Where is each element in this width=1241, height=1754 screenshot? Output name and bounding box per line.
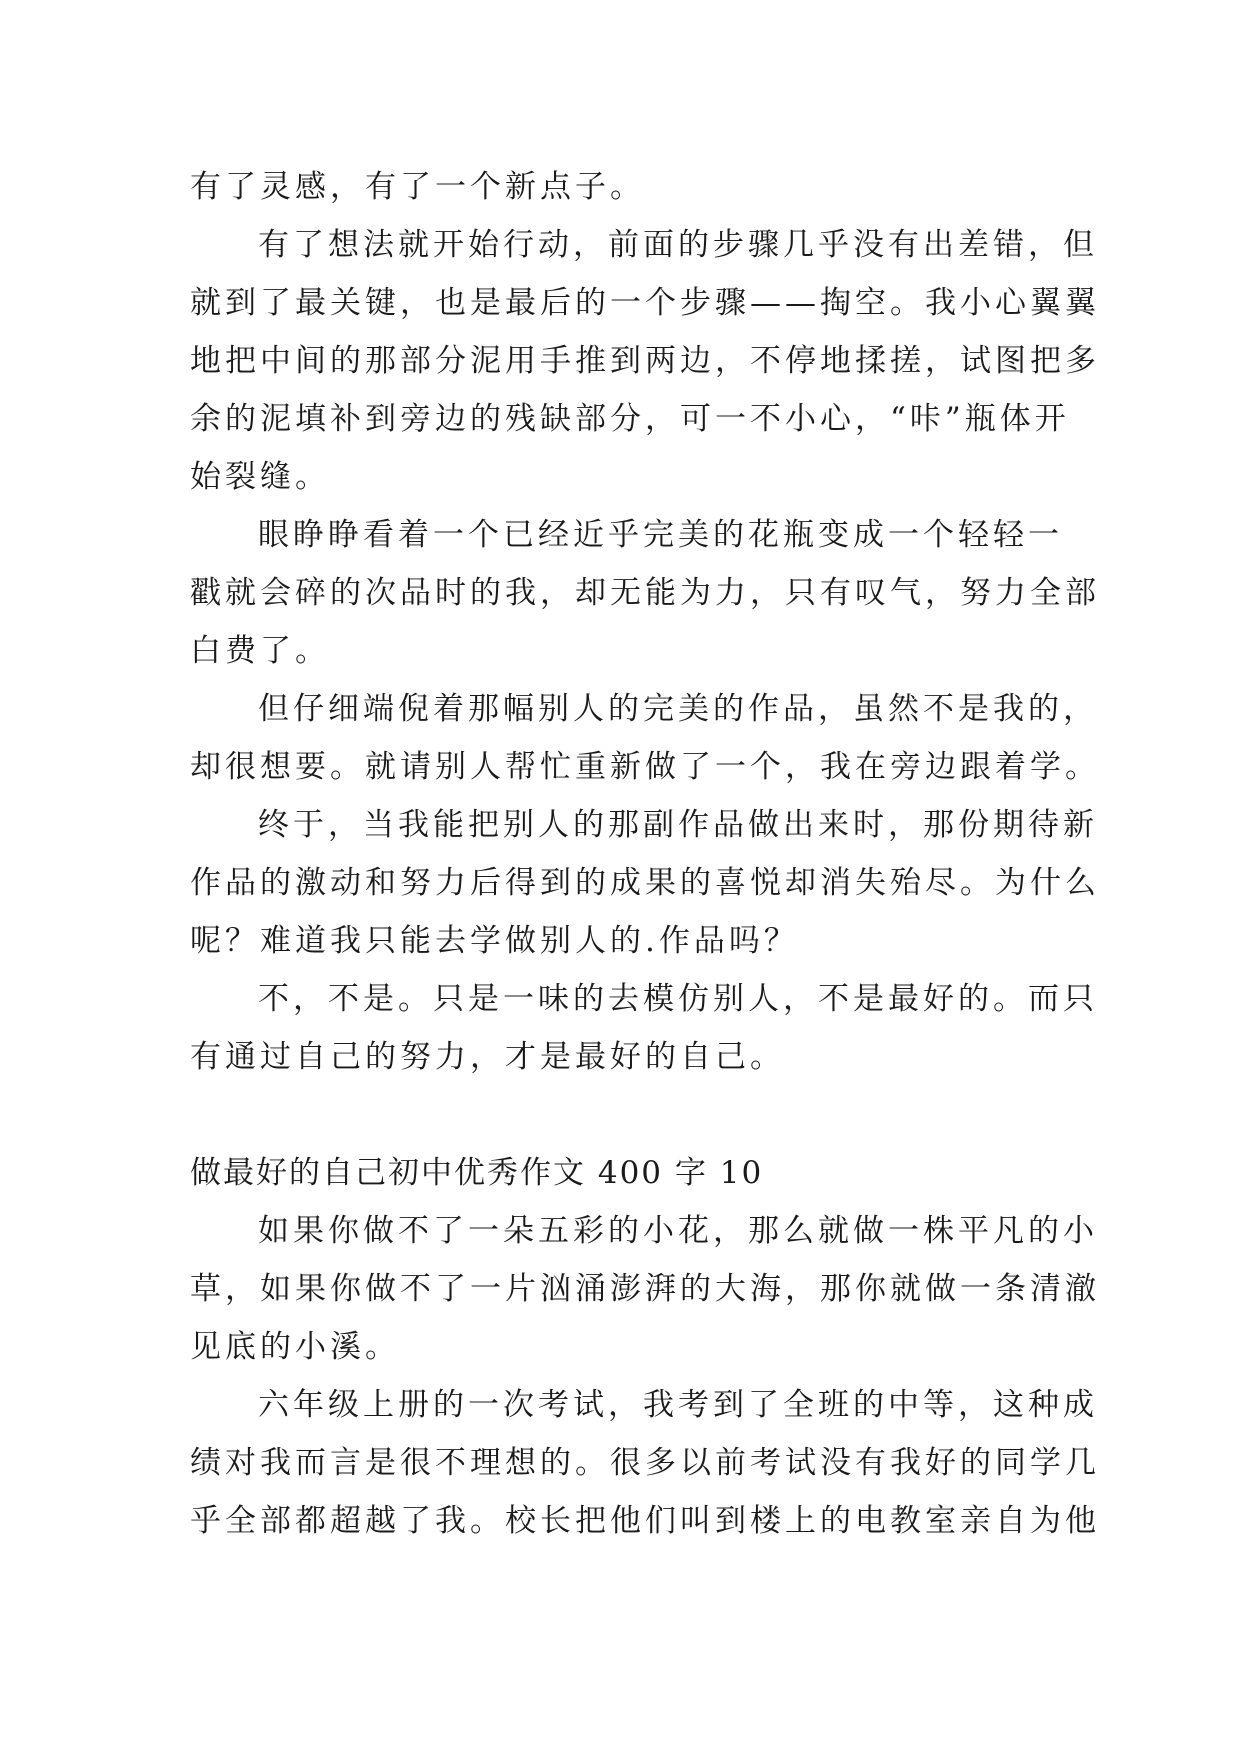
text-line: 有了想法就开始行动，前面的步骤几乎没有出差错，但 bbox=[258, 227, 1098, 263]
section-heading: 做最好的自己初中优秀作文 400 字 10 bbox=[190, 1155, 764, 1191]
text-line: 作品的激动和努力后得到的成果的喜悦却消失殆尽。为什么 bbox=[190, 865, 1100, 901]
paragraph-5 bbox=[190, 796, 1100, 970]
text-line: 却很想要。就请别人帮忙重新做了一个，我在旁边跟着学。 bbox=[190, 749, 1100, 785]
text-line: 如果你做不了一朵五彩的小花，那么就做一株平凡的小 bbox=[258, 1213, 1098, 1249]
text-line: 地把中间的那部分泥用手推到两边，不停地揉搓，试图把多 bbox=[190, 343, 1100, 379]
text-line: 但仔细端倪着那幅别人的完美的作品，虽然不是我的， bbox=[258, 691, 1098, 727]
text-line: 有通过自己的努力，才是最好的自己。 bbox=[190, 1039, 785, 1075]
paragraph-1 bbox=[190, 158, 1070, 216]
paragraph-4 bbox=[190, 680, 1100, 796]
text-line: 始裂缝。 bbox=[190, 459, 330, 495]
text-line: 不，不是。只是一味的去模仿别人，不是最好的。而只 bbox=[258, 981, 1098, 1017]
paragraph-3 bbox=[190, 506, 1100, 680]
text-line: 就到了最关键，也是最后的一个步骤——掏空。我小心翼翼 bbox=[190, 285, 1100, 321]
text-line: 草，如果你做不了一片汹涌澎湃的大海，那你就做一条清澈 bbox=[190, 1271, 1100, 1307]
paragraph-7 bbox=[190, 1202, 1100, 1376]
paragraph-8 bbox=[190, 1376, 1100, 1550]
text-line: 六年级上册的一次考试，我考到了全班的中等，这种成 bbox=[258, 1387, 1098, 1423]
text-line: 绩对我而言是很不理想的。很多以前考试没有我好的同学几 bbox=[190, 1445, 1100, 1481]
paragraph-2 bbox=[190, 216, 1100, 506]
paragraph-6 bbox=[190, 970, 1098, 1086]
text-line: 呢？难道我只能去学做别人的.作品吗？ bbox=[190, 923, 799, 959]
text-line: 眼睁睁看着一个已经近乎完美的花瓶变成一个轻轻一 bbox=[258, 517, 1063, 553]
section-gap bbox=[190, 1086, 1070, 1144]
text-line: 乎全部都超越了我。校长把他们叫到楼上的电教室亲自为他 bbox=[190, 1503, 1100, 1539]
document-body bbox=[190, 158, 1100, 1550]
text-line: 白费了。 bbox=[190, 633, 330, 669]
text-line: 有了灵感，有了一个新点子。 bbox=[190, 169, 645, 205]
text-line: 见底的小溪。 bbox=[190, 1329, 400, 1365]
text-line: 终于，当我能把别人的那副作品做出来时，那份期待新 bbox=[258, 807, 1098, 843]
text-line: 戳就会碎的次品时的我，却无能为力，只有叹气，努力全部 bbox=[190, 575, 1100, 611]
text-line: 余的泥填补到旁边的残缺部分，可一不小心，“咔”瓶体开 bbox=[190, 401, 1070, 437]
